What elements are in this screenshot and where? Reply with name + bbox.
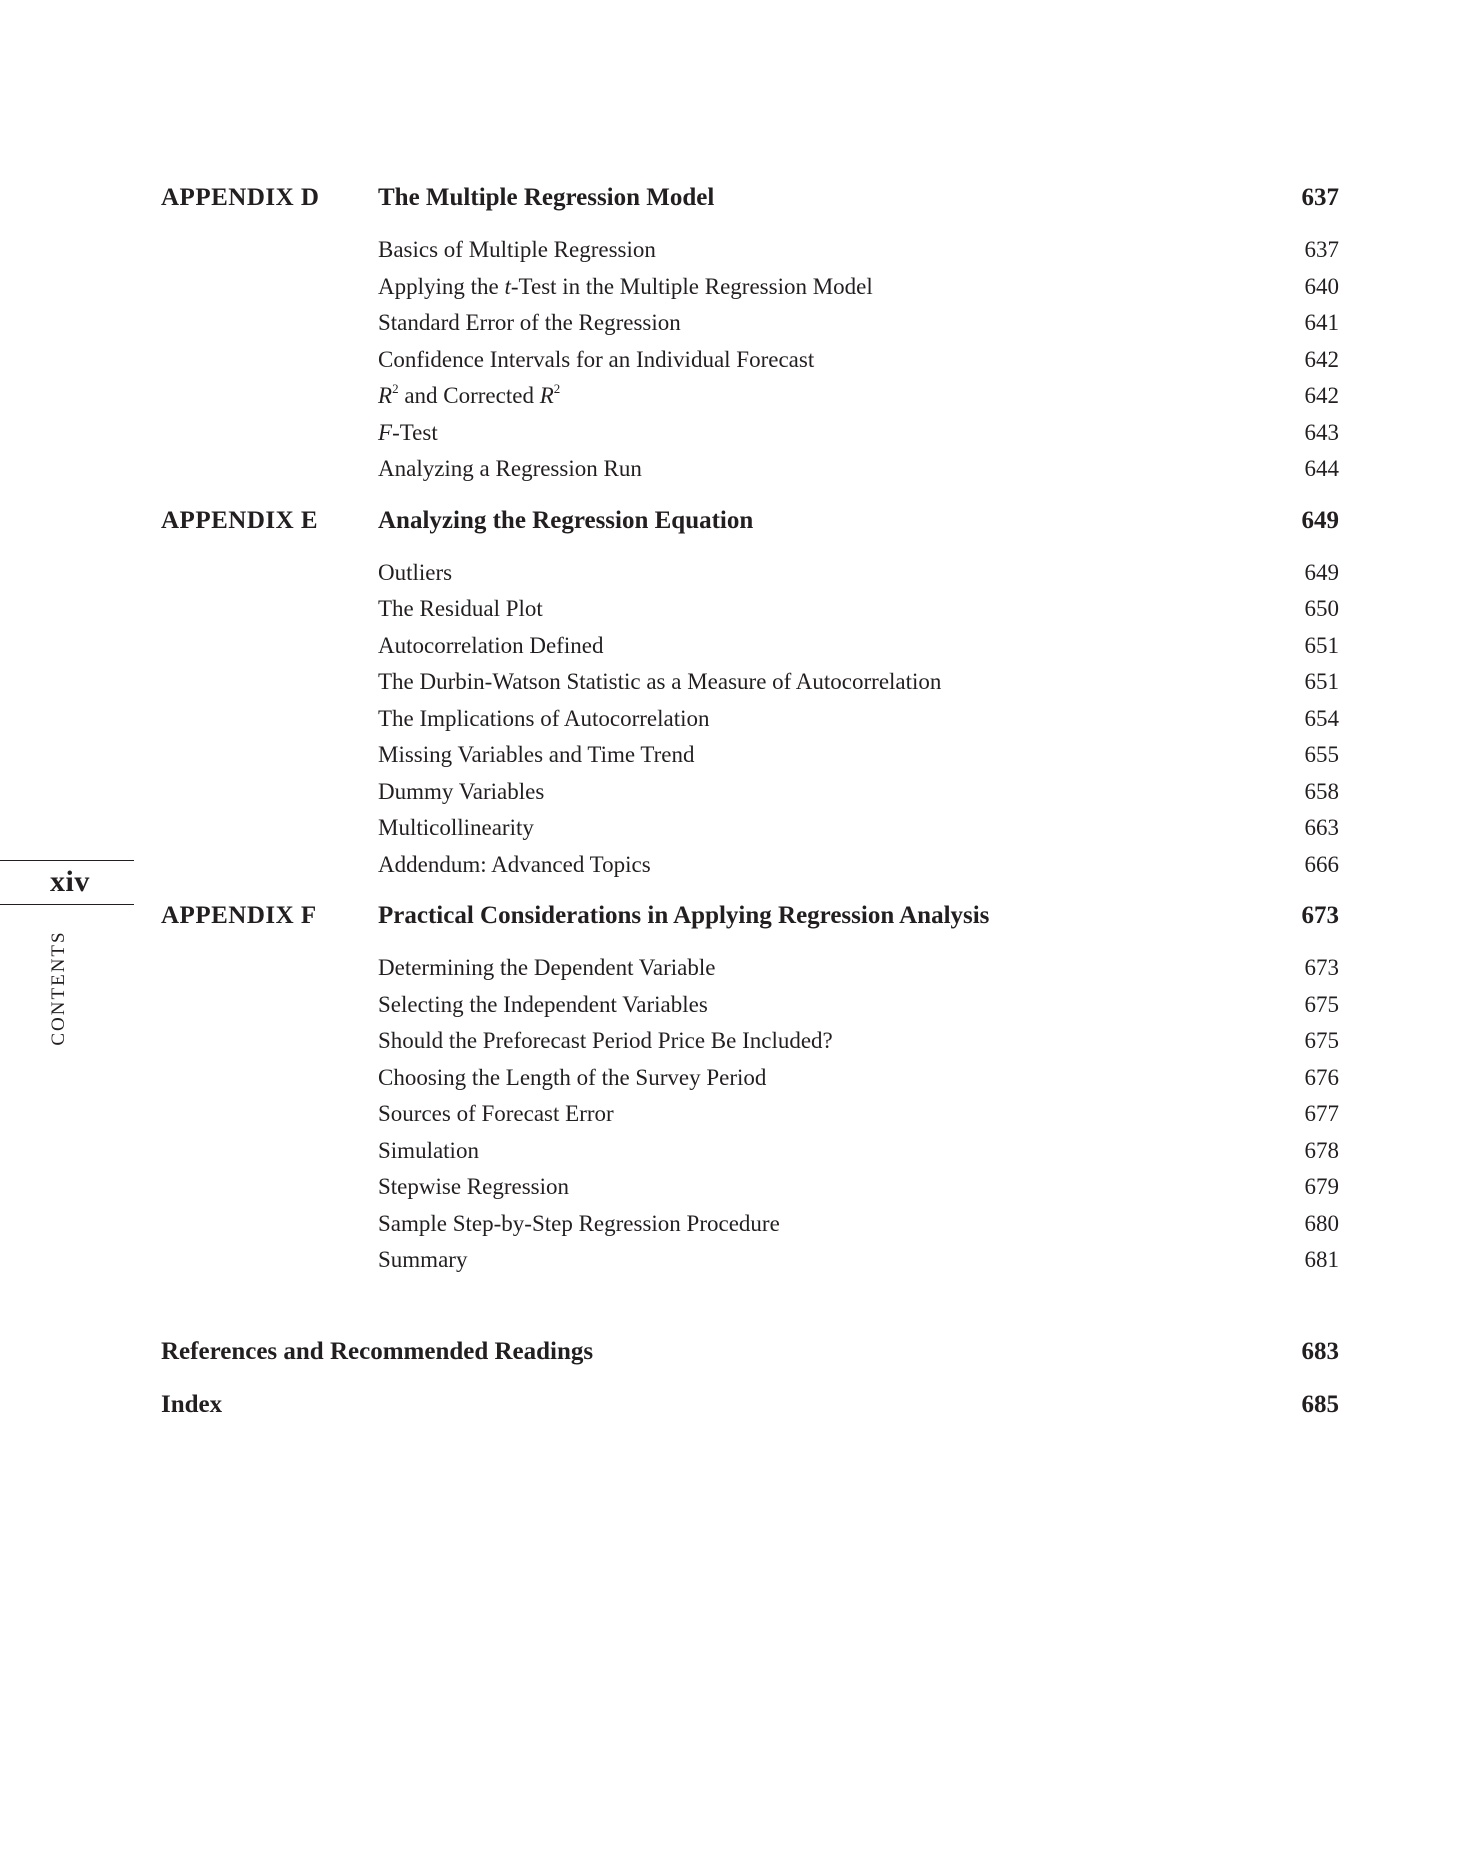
title-text: and Corrected: [398, 383, 540, 408]
title-text: -Test in the Multiple Regression Model: [510, 273, 873, 299]
section-title: Should the Preforecast Period Price Be Included?: [378, 1028, 833, 1053]
appendix-title: Analyzing the Regression Equation: [378, 506, 754, 534]
section-page-number: 675: [1304, 991, 1339, 1017]
section-list: [161, 237, 1339, 493]
toc-entry[interactable]: [378, 1247, 1339, 1284]
section-page-number: 658: [1304, 778, 1339, 804]
appendix-title: The Multiple Regression Model: [378, 184, 715, 211]
toc-entry[interactable]: [378, 237, 1339, 274]
section-title: Simulation: [378, 1137, 479, 1163]
toc-entry[interactable]: [378, 742, 1339, 779]
appendix-f: [161, 902, 1339, 1284]
r-symbol: R: [539, 383, 554, 408]
section-page-number: 643: [1304, 419, 1339, 445]
appendix-label: APPENDIX D: [161, 184, 320, 211]
toc-entry[interactable]: [378, 1138, 1339, 1175]
section-title: [378, 420, 1259, 446]
toc-entry[interactable]: [378, 1101, 1339, 1138]
table-of-contents: [161, 184, 1339, 1444]
section-page-number: 673: [1304, 955, 1339, 980]
toc-entry[interactable]: [378, 456, 1339, 493]
section-page-number: 663: [1304, 815, 1339, 840]
appendix-label: APPENDIX E: [161, 506, 319, 534]
section-page-number: 642: [1304, 383, 1339, 408]
title-text: Applying the: [378, 273, 505, 299]
end-matter-page-number: 683: [1301, 1337, 1339, 1365]
index-entry[interactable]: [161, 1391, 1339, 1444]
section-title: Sources of Forecast Error: [378, 1101, 614, 1126]
folio-rule-top: [0, 860, 134, 861]
section-list: [161, 560, 1339, 889]
toc-entry[interactable]: [378, 815, 1339, 852]
section-page-number: 640: [1304, 273, 1339, 299]
section-page-number: 641: [1304, 310, 1339, 335]
section-page-number: 642: [1304, 346, 1339, 372]
end-matter-title: References and Recommended Readings: [161, 1337, 594, 1365]
section-page-number: 676: [1304, 1064, 1339, 1090]
appendix-heading[interactable]: [161, 184, 1339, 228]
section-title: Sample Step-by-Step Regression Procedure: [378, 1210, 780, 1236]
toc-entry[interactable]: [378, 274, 1339, 311]
appendix-title: Practical Considerations in Applying Regression Analysis: [378, 902, 990, 929]
toc-entry[interactable]: [378, 596, 1339, 633]
section-title: Summary: [378, 1247, 468, 1272]
r-exponent: 2: [392, 381, 399, 396]
toc-entry[interactable]: [378, 560, 1339, 597]
appendix-e: [161, 507, 1339, 889]
toc-entry[interactable]: [378, 633, 1339, 670]
section-page-number: 651: [1304, 669, 1339, 694]
section-title: Addendum: Advanced Topics: [378, 851, 651, 877]
toc-entry[interactable]: [378, 852, 1339, 889]
section-page-number: 679: [1304, 1174, 1339, 1199]
section-page-number: 651: [1304, 632, 1339, 658]
toc-entry[interactable]: [378, 1065, 1339, 1102]
appendix-label: APPENDIX F: [161, 902, 317, 929]
section-title: The Residual Plot: [378, 596, 543, 621]
section-title: Multicollinearity: [378, 815, 534, 840]
r-exponent: 2: [553, 381, 561, 396]
section-title: Standard Error of the Regression: [378, 310, 681, 335]
section-page-number: 675: [1304, 1028, 1339, 1053]
section-title: [378, 383, 1259, 409]
section-title: Choosing the Length of the Survey Period: [378, 1064, 767, 1090]
section-title: Missing Variables and Time Trend: [378, 742, 695, 767]
appendix-page-number: 637: [1301, 184, 1339, 211]
toc-entry[interactable]: [378, 420, 1339, 457]
appendix-d: [161, 184, 1339, 493]
toc-entry[interactable]: [378, 779, 1339, 816]
toc-entry[interactable]: [378, 383, 1339, 420]
section-page-number: 637: [1304, 237, 1339, 262]
section-page-number: 649: [1304, 559, 1339, 585]
section-page-number: 680: [1304, 1210, 1339, 1236]
section-title: Determining the Dependent Variable: [378, 955, 716, 980]
section-list: [161, 955, 1339, 1284]
section-page-number: 655: [1304, 742, 1339, 767]
toc-entry[interactable]: [378, 706, 1339, 743]
title-italic-symbol: F: [378, 419, 393, 445]
references-entry[interactable]: [161, 1338, 1339, 1391]
section-title: Selecting the Independent Variables: [378, 991, 708, 1017]
toc-entry[interactable]: [378, 1211, 1339, 1248]
toc-entry[interactable]: [378, 1174, 1339, 1211]
section-title: Autocorrelation Defined: [378, 632, 604, 658]
section-page-number: 666: [1304, 851, 1339, 877]
title-italic-symbol: t: [504, 273, 511, 299]
section-title: Confidence Intervals for an Individual Forecast: [378, 346, 815, 372]
toc-entry[interactable]: [378, 992, 1339, 1029]
running-head: CONTENTS: [48, 930, 69, 1046]
section-page-number: 677: [1304, 1101, 1339, 1126]
section-page-number: 681: [1304, 1247, 1339, 1272]
section-page-number: 678: [1304, 1137, 1339, 1163]
toc-entry[interactable]: [378, 669, 1339, 706]
section-title: The Durbin-Watson Statistic as a Measure of Autocorrelation: [378, 669, 942, 694]
r-symbol: R: [378, 383, 393, 408]
appendix-heading[interactable]: [161, 507, 1339, 551]
section-page-number: 654: [1304, 705, 1339, 731]
section-title: Dummy Variables: [378, 778, 545, 804]
appendix-page-number: 649: [1301, 506, 1339, 534]
toc-entry[interactable]: [378, 955, 1339, 992]
toc-entry[interactable]: [378, 310, 1339, 347]
section-title: Analyzing a Regression Run: [378, 456, 642, 481]
end-matter-title: Index: [161, 1390, 223, 1418]
section-page-number: 650: [1304, 596, 1339, 621]
toc-entry[interactable]: [378, 347, 1339, 384]
appendix-page-number: 673: [1301, 902, 1339, 929]
appendix-heading[interactable]: [161, 902, 1339, 946]
end-matter-page-number: 685: [1301, 1390, 1339, 1418]
section-title: Stepwise Regression: [378, 1174, 570, 1199]
section-page-number: 644: [1304, 456, 1339, 481]
folio-rule-bottom: [0, 904, 134, 905]
section-title: [378, 274, 1259, 300]
end-matter: [161, 1338, 1339, 1444]
section-title: Basics of Multiple Regression: [378, 237, 656, 262]
section-title: The Implications of Autocorrelation: [378, 705, 710, 731]
section-title: Outliers: [378, 559, 453, 585]
page-number-folio: xiv: [50, 865, 90, 898]
toc-entry[interactable]: [378, 1028, 1339, 1065]
title-text: -Test: [392, 419, 438, 445]
